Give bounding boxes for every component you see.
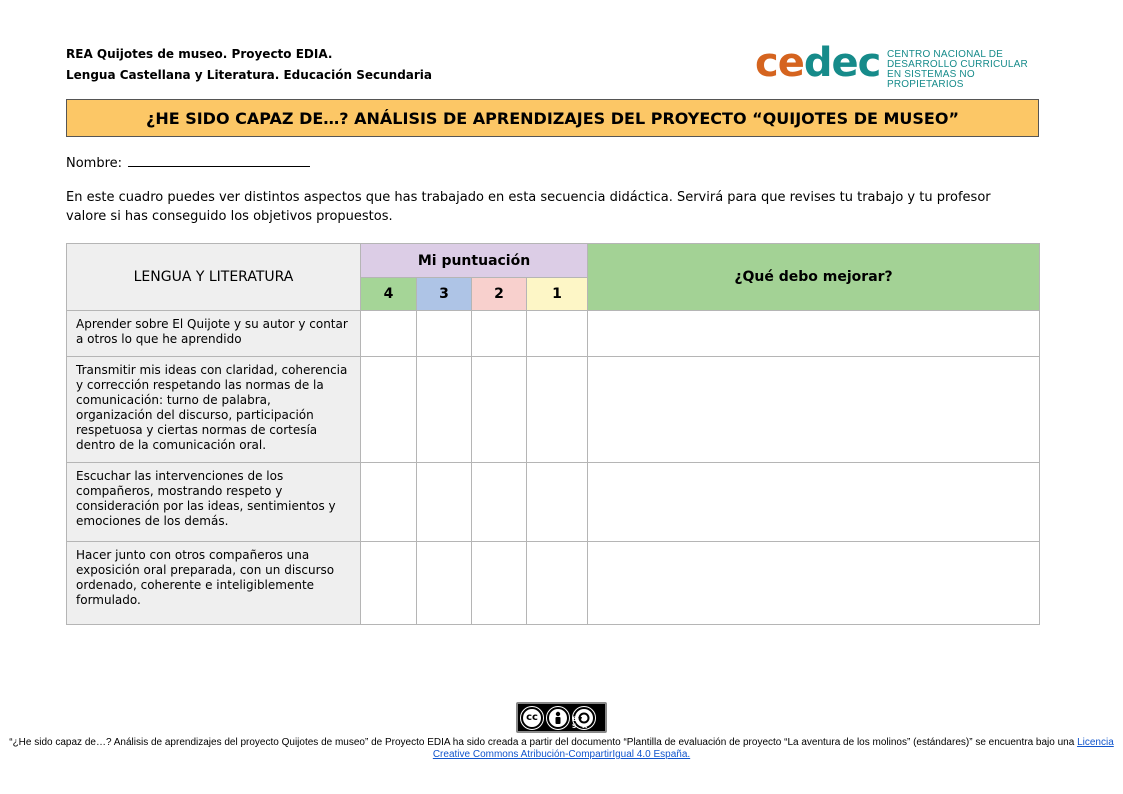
score-cell-1[interactable] xyxy=(527,311,588,357)
score-cell-2[interactable] xyxy=(472,311,527,357)
header-line-2: Lengua Castellana y Literatura. Educación Secundaria xyxy=(66,68,433,82)
score-cell-1[interactable] xyxy=(527,463,588,542)
score-cell-1[interactable] xyxy=(527,542,588,625)
score-cell-4[interactable] xyxy=(361,542,417,625)
criterion-cell: Escuchar las intervenciones de los compañeros, mostrando respeto y consideración por las ideas, sentimientos y emociones de los demás. xyxy=(67,463,361,542)
score-cell-2[interactable] xyxy=(472,463,527,542)
improvement-cell[interactable] xyxy=(588,463,1040,542)
license-link[interactable]: Licencia Creative Commons Atribución-CompartirIgual 4.0 España. xyxy=(432,737,1114,760)
score-cell-2[interactable] xyxy=(472,357,527,463)
header-lengua-literatura: LENGUA Y LITERATURA xyxy=(67,244,361,311)
table-row xyxy=(67,542,1040,625)
criterion-cell: Hacer junto con otros compañeros una exposición oral preparada, con un discurso ordenado, coherente e inteligiblemente formulado. xyxy=(67,542,361,625)
criterion-cell: Aprender sobre El Quijote y su autor y contar a otros lo que he aprendido xyxy=(67,311,361,357)
name-blank-line[interactable] xyxy=(128,154,310,167)
score-cell-4[interactable] xyxy=(361,311,417,357)
license-text-body: “¿He sido capaz de…? Análisis de aprendizajes del proyecto Quijotes de museo” de Proyecto EDIA ha sido creada a partir del documento “Plantilla de evaluación de proyecto “La aventura de los molinos” (estándares)” se encuentra bajo una xyxy=(9,737,1078,748)
document-header xyxy=(66,44,432,86)
header-line-1: REA Quijotes de museo. Proyecto EDIA. xyxy=(66,47,333,61)
score-header-2: 2 xyxy=(472,278,527,311)
improvement-cell[interactable] xyxy=(588,542,1040,625)
header-que-debo-mejorar: ¿Qué debo mejorar? xyxy=(588,244,1040,311)
score-cell-1[interactable] xyxy=(527,357,588,463)
evaluation-table xyxy=(66,243,1040,625)
page-title-banner xyxy=(66,99,1039,137)
name-label: Nombre: xyxy=(66,156,123,171)
improvement-cell[interactable] xyxy=(588,357,1040,463)
score-cell-4[interactable] xyxy=(361,463,417,542)
license-text xyxy=(0,737,1123,761)
score-cell-2[interactable] xyxy=(472,542,527,625)
cedec-logo xyxy=(755,40,1045,90)
score-cell-4[interactable] xyxy=(361,357,417,463)
creative-commons-icon: cc xyxy=(521,707,543,729)
table-row xyxy=(67,357,1040,463)
table-row xyxy=(67,311,1040,357)
page-title: ¿HE SIDO CAPAZ DE…? ANÁLISIS DE APRENDIZAJES DEL PROYECTO “QUIJOTES DE MUSEO” xyxy=(146,108,959,128)
improvement-cell[interactable] xyxy=(588,311,1040,357)
score-cell-3[interactable] xyxy=(417,542,472,625)
criterion-cell: Transmitir mis ideas con claridad, coherencia y corrección respetando las normas de la comunicación: turno de palabra, organización del discurso, participación respetuosa y ciertas normas de cortesía dentro de la comunicación oral. xyxy=(67,357,361,463)
table-row xyxy=(67,463,1040,542)
score-header-3: 3 xyxy=(417,278,472,311)
intro-paragraph: En este cuadro puedes ver distintos aspectos que has trabajado en esta secuencia didáctica. Servirá para que revises tu trabajo y tu profesor valore si has conseguido los objetivos propuestos. xyxy=(66,190,991,224)
score-cell-3[interactable] xyxy=(417,463,472,542)
score-header-1: 1 xyxy=(527,278,588,311)
name-field xyxy=(66,154,310,171)
score-header-4: 4 xyxy=(361,278,417,311)
score-cell-3[interactable] xyxy=(417,357,472,463)
cedec-logo-word: cedec xyxy=(755,40,881,86)
cedec-logo-subtitle: CENTRO NACIONAL DE DESARROLLO CURRICULAR EN SISTEMAS NO PROPIETARIOS xyxy=(887,49,1028,90)
header-mi-puntuacion: Mi puntuación xyxy=(361,244,588,278)
license-footer xyxy=(0,702,1123,761)
score-cell-3[interactable] xyxy=(417,311,472,357)
cc-badge-labels: BY SA xyxy=(572,716,593,730)
cc-by-sa-badge[interactable] xyxy=(516,702,607,733)
